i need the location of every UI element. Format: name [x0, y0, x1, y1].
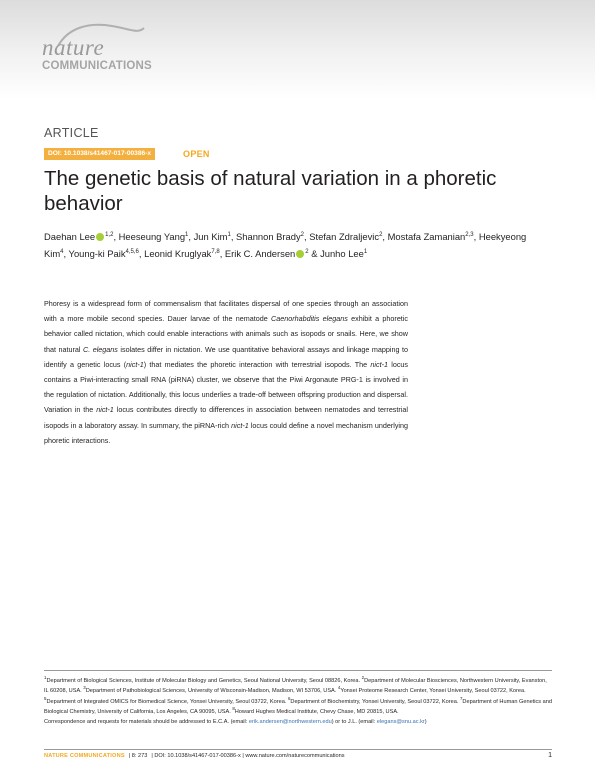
- species-name: Caenorhabditis elegans: [271, 314, 348, 324]
- affiliation: Department of Molecular Biosciences, Northwestern University, Evanston, IL 60208, USA.: [44, 678, 547, 695]
- author-name[interactable]: Jun Kim: [193, 231, 228, 242]
- abstract-text: exhibit a phoretic behavior called nictation, which could enable interactions with animals such as isopods or snails. Here, we show that natural: [44, 314, 408, 354]
- author-affiliation-marker: 2: [379, 231, 383, 238]
- correspondence-text: Correspondence and requests for materials should be addressed to E.C.A. (email:: [44, 719, 249, 726]
- author-affiliation-marker: 1: [227, 231, 231, 238]
- author-affiliation-marker: 2,3: [465, 231, 474, 238]
- author-name[interactable]: Mostafa Zamanian: [387, 231, 466, 242]
- footer-doi[interactable]: | DOI: 10.1038/s41467-017-00386-x | www.nature.com/naturecommunications: [151, 752, 345, 759]
- affiliation-footnotes: $^1$Department of Biological Sciences, Institute of Molecular Biology and Genetics, Seoul National University, Seoul 08826, Korea. $^2$Department of Molecular Biosciences, Northwestern University, Evanston, IL 60208, USA. $^3$Department of Pathobiological Sciences, University of Wisconsin-Madison, Madison, WI 53706, USA. $^4$Yonsei Proteome Research Center, Yonsei University, Seoul 03722, Korea. $^5$Department of Integrated OMICS for Biomedical Science, Yonsei University, Seoul 03722, Korea. $^6$Department of Biochemistry, Yonsei University, Seoul 03722, Korea. $^7$Department of Human Genetics and Biological Chemistry, University of California, Los Angeles, CA 90095, USA. $^8$Howard Hughes Medical Institute, Chevy Chase, MD 20815, USA. Correspondence and requests for materials should be addressed to E.C.A. (email: erik.andersen@northwestern.edu) or to J.L. (email: elegans@snu.ac.kr): [44, 670, 552, 727]
- author-list: Daehan Lee $^{1,2}$, Heeseung Yang$^1$, Jun Kim$^1$, Shannon Brady$^2$, Stefan Zdraljevic$^2$, Mostafa Zamanian$^{2,3}$, Heekyeong Kim$^4$, Young-ki Paik$^{4,5,6}$, Leonid Kruglyak$^{7,8}$, Erik C. Andersen $^2$ & Junho Lee$^1$: [44, 231, 527, 259]
- author-affiliation-marker: 2: [300, 231, 305, 238]
- author-name[interactable]: Young-ki Paik: [68, 248, 126, 259]
- affiliation: Department of Pathobiological Sciences, University of Wisconsin-Madison, Madison, WI 53706, USA.: [85, 688, 338, 695]
- footer-citation: [44, 753, 345, 759]
- abstract-text: locus contributes directly to differences in association between nematodes and terrestrial isopods in a laboratory assay. In summary, the piRNA-rich: [44, 405, 408, 430]
- author-name[interactable]: Leonid Kruglyak: [144, 248, 212, 259]
- doi-row: [44, 147, 210, 161]
- abstract-text: locus contains a Piwi-interacting small RNA (piRNA) cluster, we observe that the Piwi Argonaute PRG-1 is involved in the regulation of nictation. Additionally, this locus underlies a trade-off between offspring production and dispersal. Variation in the: [44, 359, 409, 415]
- author-name[interactable]: Stefan Zdraljevic: [309, 231, 380, 242]
- affiliation: Department of Integrated OMICS for Biomedical Science, Yonsei University, Seoul 03722, Korea.: [46, 698, 288, 705]
- logo-subword: COMMUNICATIONS: [42, 60, 152, 72]
- email-link[interactable]: erik.andersen@northwestern.edu: [248, 719, 332, 726]
- locus-name: nict-1: [370, 359, 388, 369]
- abstract-text: ) that mediates the phoretic interaction with terrestrial isopods. The: [143, 359, 371, 369]
- doi-badge[interactable]: DOI: 10.1038/s41467-017-00386-x: [44, 148, 155, 160]
- abstract-text: Phoresy is a widespread form of commensalism that facilitates dispersal of one species through an association with a more mobile second species. Dauer larvae of the nematode: [44, 299, 408, 324]
- article-type-label: ARTICLE: [44, 126, 99, 140]
- author-affiliation-marker: 4: [60, 248, 64, 255]
- affiliation: Howard Hughes Medical Institute, Chevy Chase, MD 20815, USA.: [234, 708, 399, 715]
- correspondence-text: ): [424, 719, 427, 726]
- orcid-icon[interactable]: [96, 233, 104, 241]
- author-name[interactable]: Shannon Brady: [236, 231, 301, 242]
- author-name[interactable]: Heeseung Yang: [118, 231, 186, 242]
- author-affiliation-marker: 1,2: [105, 231, 114, 238]
- author-name[interactable]: Erik C. Andersen: [224, 248, 296, 259]
- abstract: [44, 296, 408, 448]
- author-affiliation-marker: 4,5,6: [125, 248, 139, 255]
- journal-logo[interactable]: [40, 20, 180, 75]
- correspondence-text: ) or to J.L. (email:: [331, 719, 377, 726]
- author-name[interactable]: Daehan Lee: [44, 231, 96, 242]
- footer-volume: | 8: 273: [128, 752, 148, 759]
- affiliation: Department of Biochemistry, Yonsei University, Seoul 03722, Korea.: [290, 698, 460, 705]
- author-affiliation-marker: 1: [363, 248, 368, 255]
- author-name[interactable]: Junho Lee: [320, 248, 364, 259]
- locus-name: nict-1: [126, 359, 144, 369]
- logo-word: nature: [42, 35, 105, 60]
- author-affiliation-marker: 2: [305, 248, 309, 255]
- author-affiliation-marker: 1: [185, 231, 189, 238]
- author-name[interactable]: Heekyeong Kim: [44, 231, 527, 259]
- abstract-text: isolates differ in nictation. We use quantitative behavioral assays and linkage mapping to identify a genetic locus (: [44, 344, 408, 369]
- species-name: C. elegans: [83, 344, 118, 354]
- author-affiliation-marker: 7,8: [211, 248, 220, 255]
- orcid-icon[interactable]: [296, 250, 304, 258]
- article-title: The genetic basis of natural variation in a phoretic behavior: [44, 167, 497, 215]
- abstract-text: locus could define a novel mechanism underlying phoretic interactions.: [44, 420, 408, 445]
- email-link[interactable]: elegans@snu.ac.kr: [376, 719, 425, 726]
- open-access-badge: OPEN: [183, 149, 210, 159]
- affiliation: Department of Human Genetics and Biological Chemistry, University of California, Los Angeles, CA 90095, USA.: [44, 698, 552, 715]
- footer-journal: NATURE COMMUNICATIONS: [44, 752, 125, 759]
- page-footer: [44, 749, 552, 759]
- affiliation: Department of Biological Sciences, Institute of Molecular Biology and Genetics, Seoul National University, Seoul 08826, Korea.: [46, 678, 362, 684]
- locus-name: nict-1: [231, 420, 249, 430]
- locus-name: nict-1: [96, 405, 114, 415]
- page-number: 1: [548, 752, 552, 759]
- affiliation: Yonsei Proteome Research Center, Yonsei University, Seoul 03722, Korea.: [340, 688, 526, 695]
